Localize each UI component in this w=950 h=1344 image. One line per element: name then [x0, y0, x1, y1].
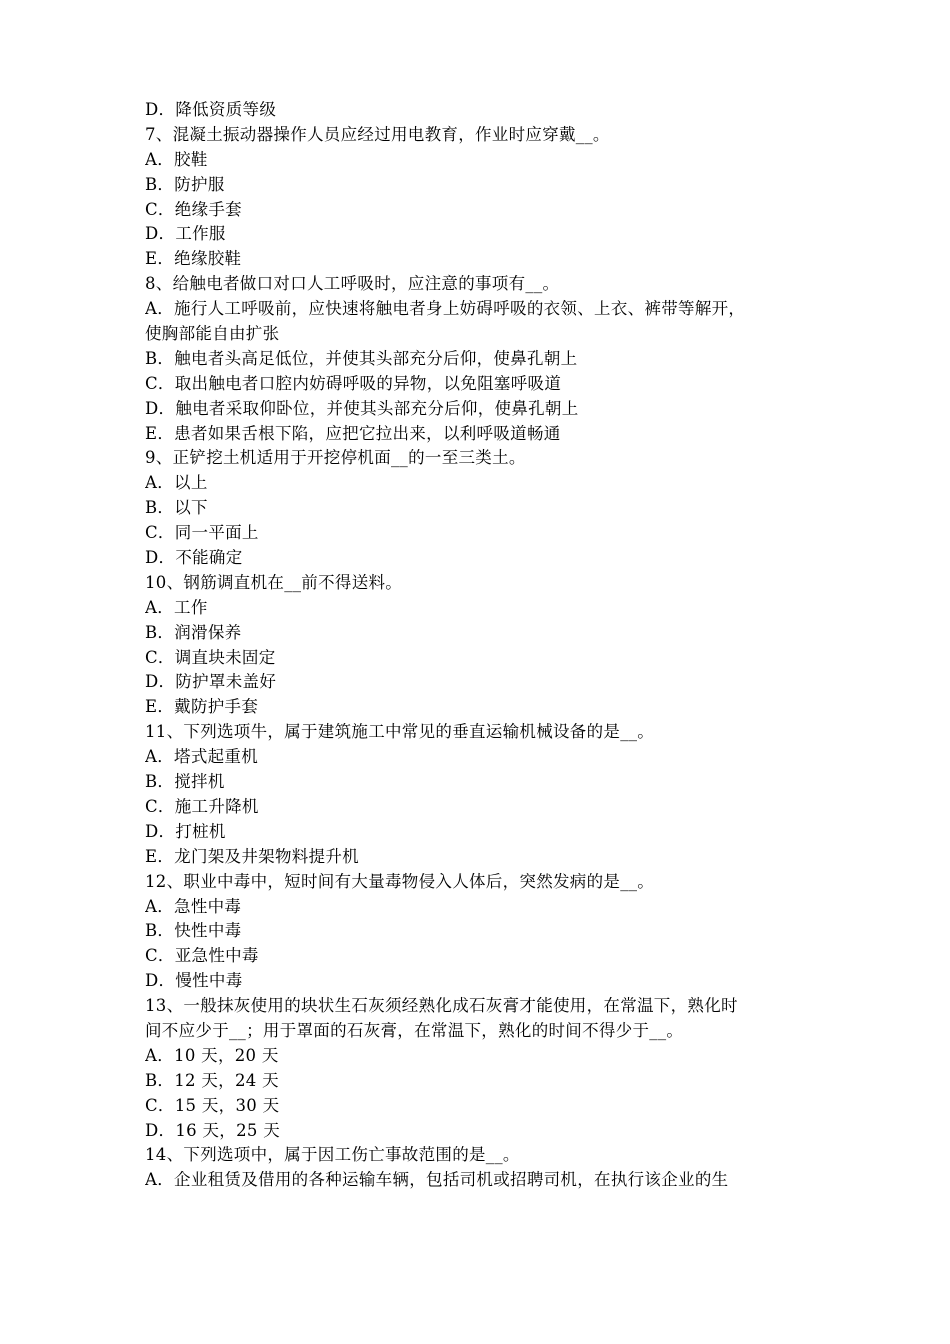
text-line: C．调直块未固定 [145, 647, 276, 667]
text-line: A．胶鞋 [145, 149, 208, 169]
text-line: C．绝缘手套 [145, 199, 242, 219]
text-line: B．润滑保养 [145, 622, 242, 642]
text-line: 11、下列选项牛，属于建筑施工中常见的垂直运输机械设备的是__。 [145, 722, 655, 742]
text-line: D．打桩机 [145, 821, 226, 841]
text-line: E．戴防护手套 [145, 697, 259, 717]
text-line: A．塔式起重机 [145, 747, 259, 767]
text-line: A．工作 [145, 597, 208, 617]
text-line: 13、一般抹灰使用的块状生石灰须经熟化成石灰膏才能使用，在常温下，熟化时 [145, 996, 738, 1016]
text-line: C．亚急性中毒 [145, 946, 259, 966]
text-line: C．取出触电者口腔内妨碍呼吸的异物，以免阻塞呼吸道 [145, 373, 562, 393]
text-line: 9、正铲挖土机适用于开挖停机面__的一至三类土。 [145, 448, 526, 468]
text-line: E．患者如果舌根下陷，应把它拉出来，以利呼吸道畅通 [145, 423, 561, 443]
text-line: D．16 天，25 天 [145, 1120, 281, 1140]
text-line: E．绝缘胶鞋 [145, 249, 242, 269]
text-line: 间不应少于__；用于罩面的石灰膏，在常温下，熟化的时间不得少于__。 [145, 1020, 684, 1040]
text-line: B．防护服 [145, 174, 225, 194]
document-page [145, 98, 810, 1193]
text-line: A．企业租赁及借用的各种运输车辆，包括司机或招聘司机，在执行该企业的生 [145, 1170, 729, 1190]
text-line: A．施行人工呼吸前，应快速将触电者身上妨碍呼吸的衣领、上衣、裤带等解开， [145, 299, 746, 319]
text-line: D．工作服 [145, 224, 226, 244]
text-line: C．同一平面上 [145, 523, 259, 543]
text-line: C．施工升降机 [145, 796, 259, 816]
text-line: D．降低资质等级 [145, 100, 277, 119]
text-line: 12、职业中毒中，短时间有大量毒物侵入人体后，突然发病的是__。 [145, 871, 655, 891]
text-line: B．12 天，24 天 [145, 1070, 279, 1090]
text-line: E．龙门架及井架物料提升机 [145, 846, 359, 866]
text-line: B．快性中毒 [145, 921, 242, 941]
text-line: B．搅拌机 [145, 772, 225, 792]
text-line: D．慢性中毒 [145, 971, 243, 991]
text-line: A．急性中毒 [145, 896, 242, 916]
text-line: 8、给触电者做口对口人工呼吸时，应注意的事项有__。 [145, 274, 560, 294]
text-line: D．不能确定 [145, 548, 243, 568]
text-line: A．10 天，20 天 [145, 1045, 279, 1065]
text-line: 7、混凝土振动器操作人员应经过用电教育，作业时应穿戴__。 [145, 124, 610, 144]
text-line: B．触电者头高足低位，并使其头部充分后仰，使鼻孔朝上 [145, 348, 578, 368]
text-line: 使胸部能自由扩张 [145, 324, 280, 344]
text-line: A．以上 [145, 473, 208, 493]
text-line: D．触电者采取仰卧位，并使其头部充分后仰，使鼻孔朝上 [145, 398, 579, 418]
text-line: 10、钢筋调直机在__前不得送料。 [145, 572, 403, 592]
text-line: 14、下列选项中，属于因工伤亡事故范围的是__。 [145, 1145, 520, 1165]
text-line: D．防护罩未盖好 [145, 672, 277, 692]
text-line: B．以下 [145, 498, 208, 518]
text-line: C．15 天，30 天 [145, 1095, 280, 1115]
